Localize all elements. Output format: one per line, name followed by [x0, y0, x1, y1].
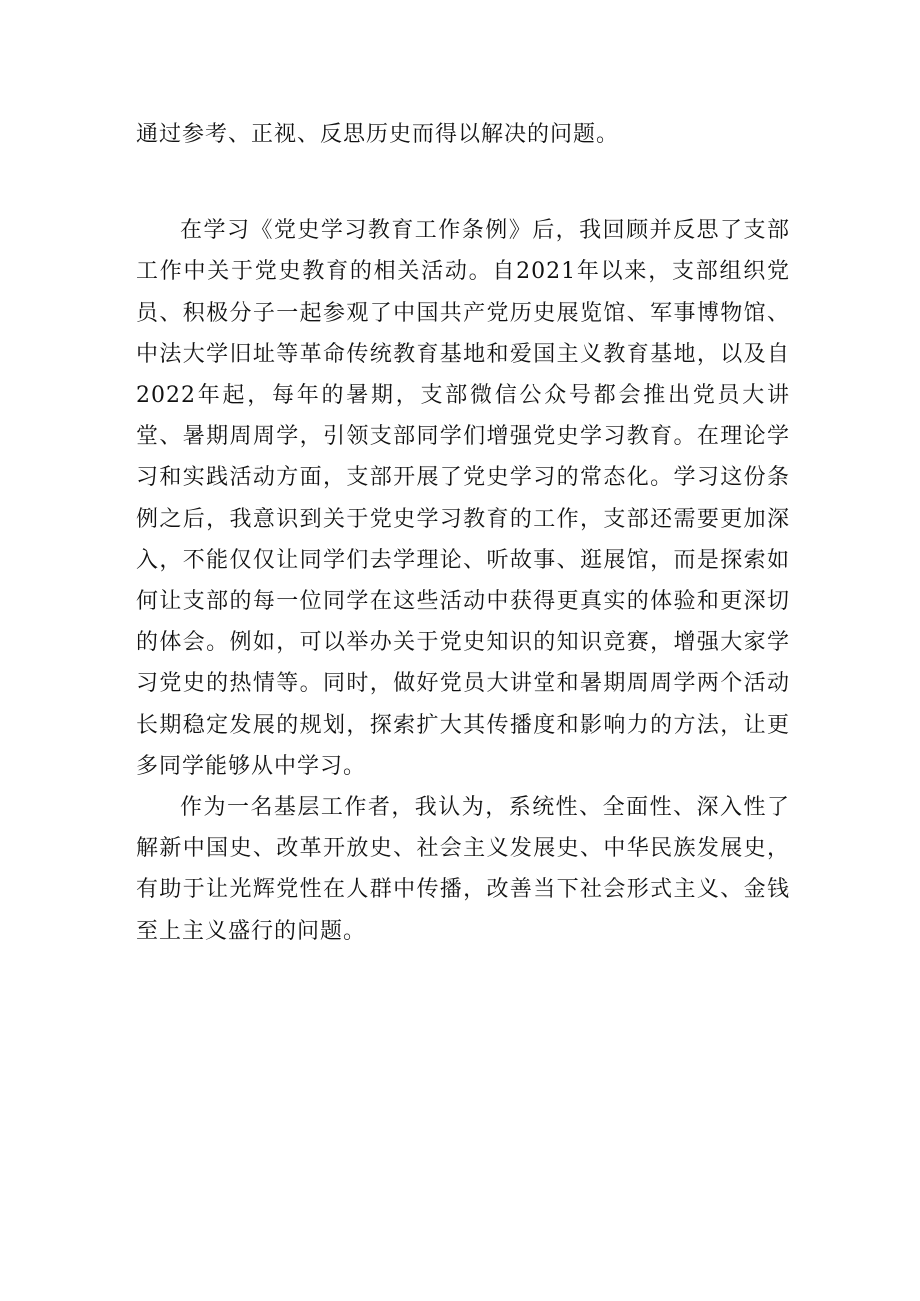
paragraph-study-reflection: 在学习《党史学习教育工作条例》后，我回顾并反思了支部工作中关于党史教育的相关活动。自2021年以来，支部组织党员、积极分子一起参观了中国共产党历史展览馆、军事博物馆、中法大学旧址等革命传统教育基地和爱国主义教育基地，以及自2022年起，每年的暑期，支部微信公众号都会推出党员大讲堂、暑期周周学，引领支部同学们增强党史学习教育。在理论学习和实践活动方面，支部开展了党史学习的常态化。学习这份条例之后，我意识到关于党史学习教育的工作，支部还需要更加深入，不能仅仅让同学们去学理论、听故事、逛展馆，而是探索如何让支部的每一位同学在这些活动中获得更真实的体验和更深切的体会。例如，可以举办关于党史知识的知识竞赛，增强大家学习党史的热情等。同时，做好党员大讲堂和暑期周周学两个活动长期稳定发展的规划，探索扩大其传播度和影响力的方法，让更多同学能够从中学习。: [136, 218, 790, 779]
document-body: [136, 114, 790, 952]
paragraph-continuation: 通过参考、正视、反思历史而得以解决的问题。: [136, 122, 620, 147]
paragraph-grassroots-view: 作为一名基层工作者，我认为，系统性、全面性、深入性了解新中国史、改革开放史、社会主义发展史、中华民族发展史，有助于让光辉党性在人群中传播，改善当下社会形式主义、金钱至上主义盛行的问题。: [136, 795, 790, 944]
